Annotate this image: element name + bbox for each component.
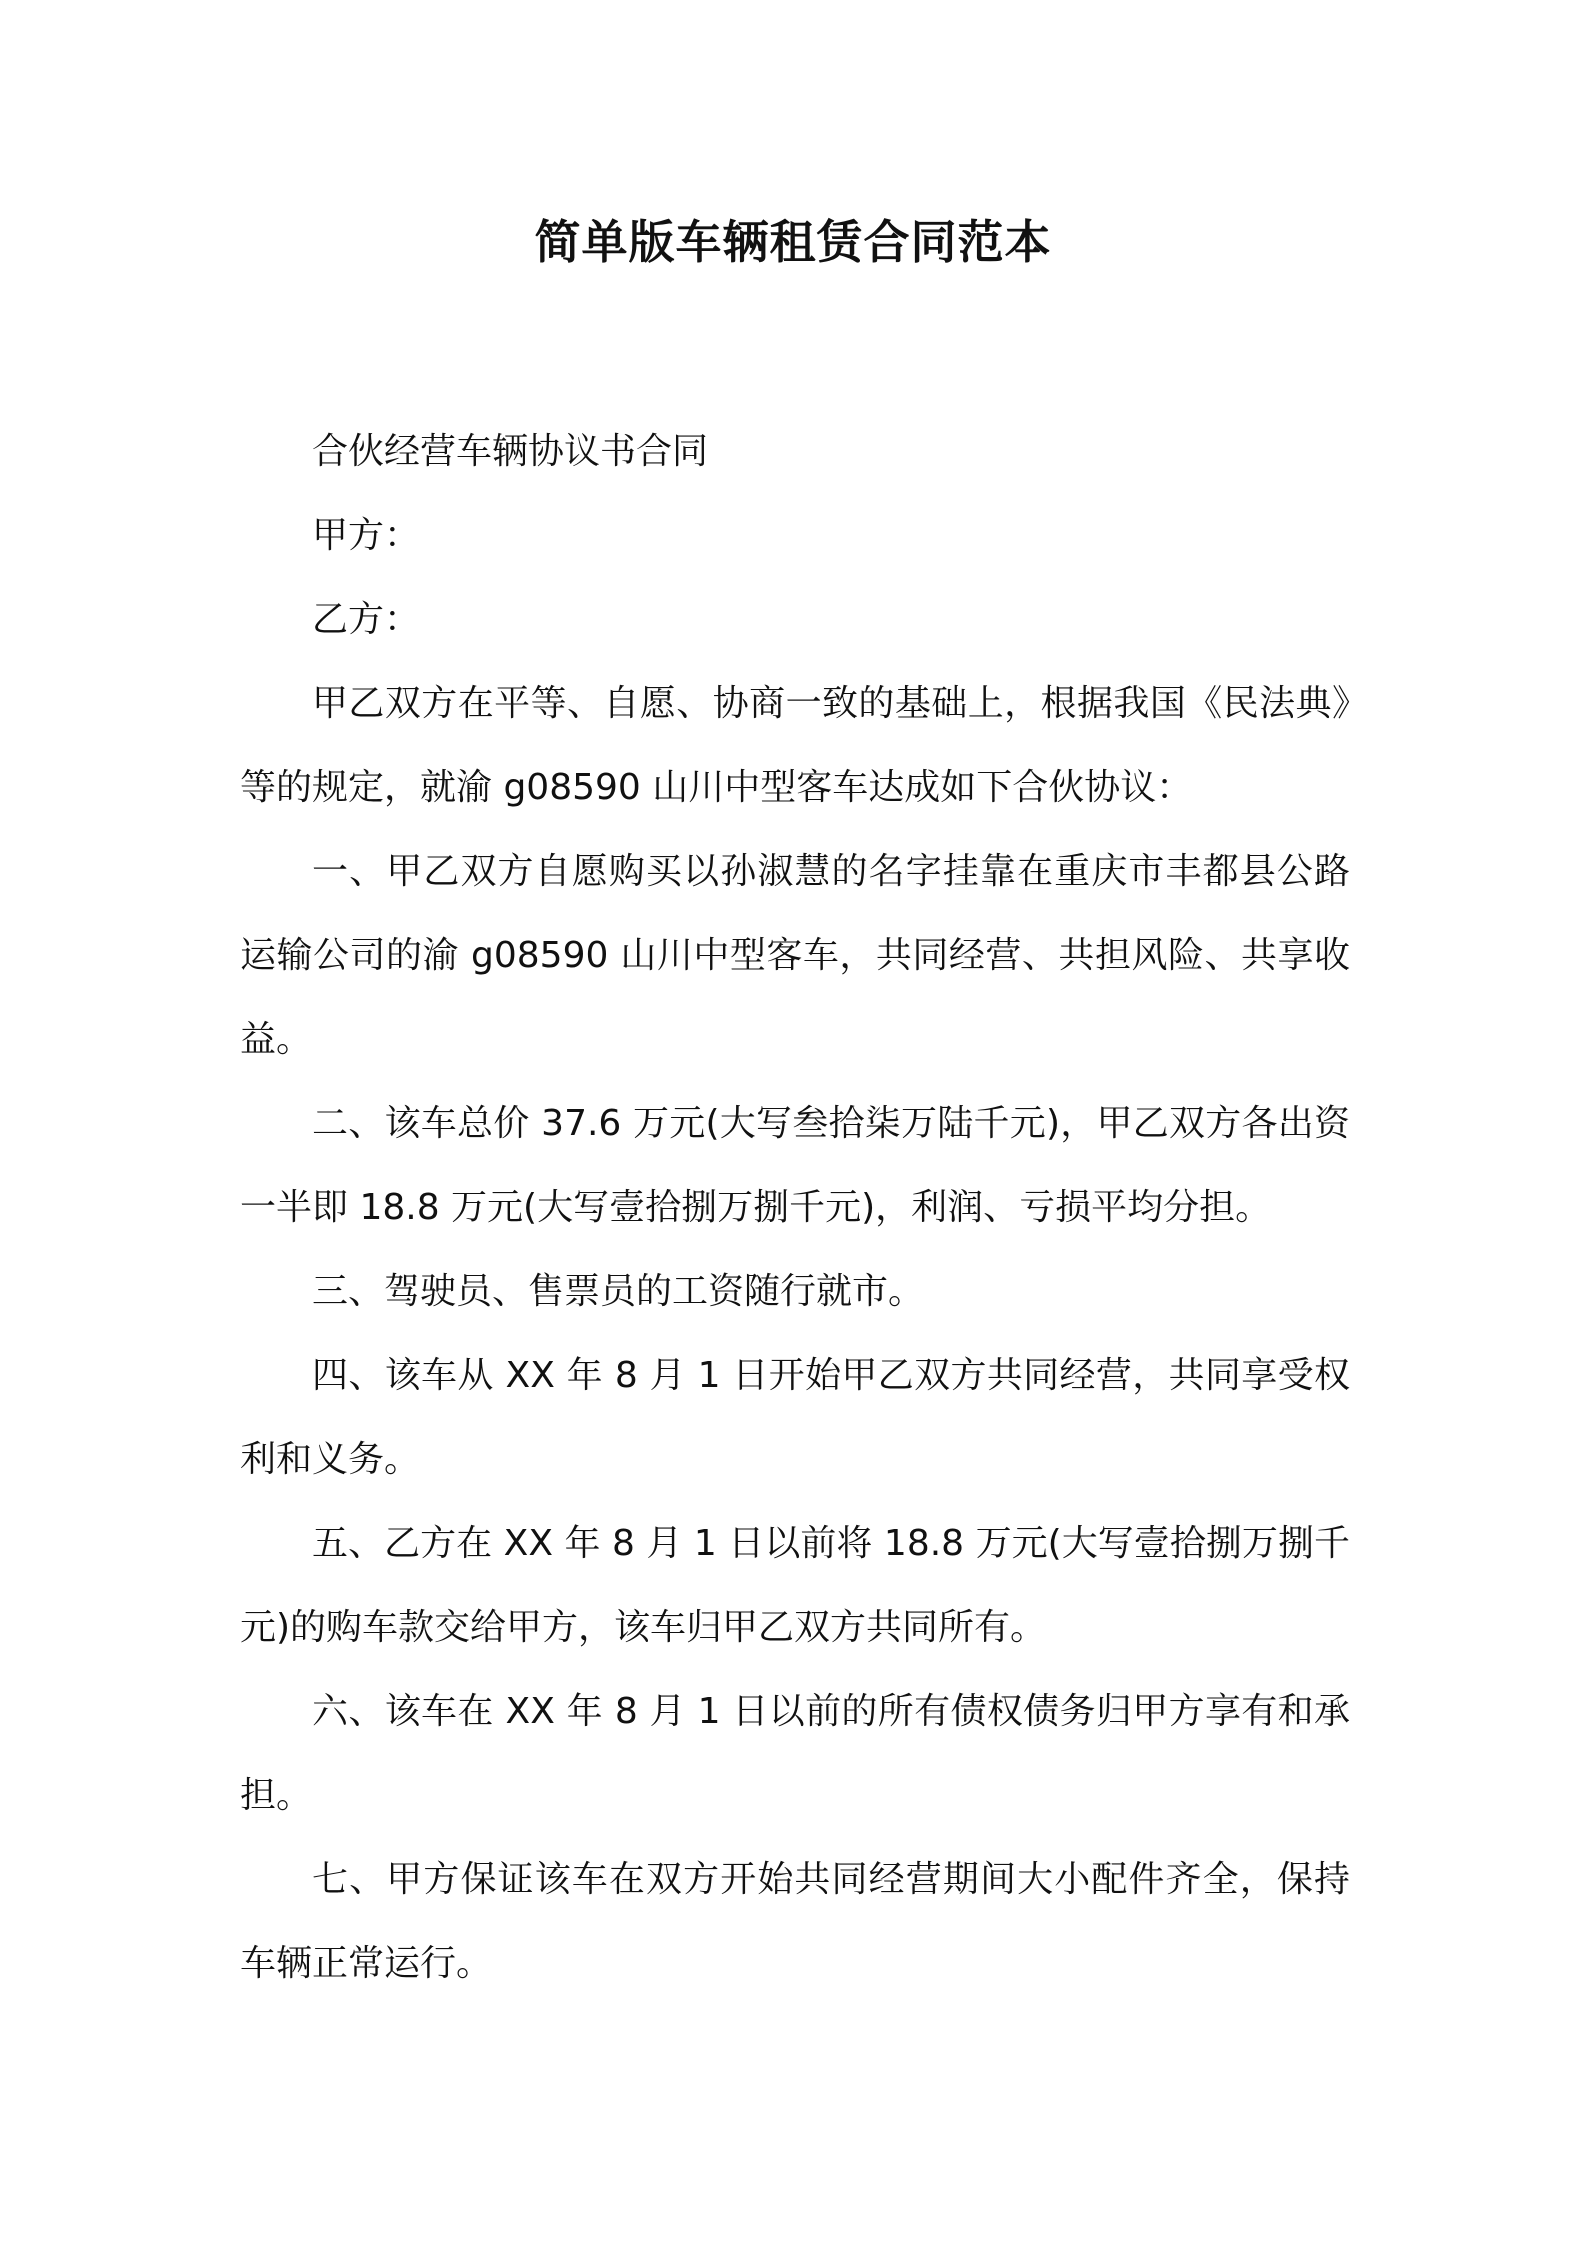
party-b-line: 乙方：	[312, 599, 421, 640]
document-body	[240, 410, 1350, 2006]
party-a-line: 甲方：	[312, 515, 421, 556]
clause-1: 一、甲乙双方自愿购买以孙淑慧的名字挂靠在重庆市丰都县公路运输公司的渝 g08590 山川中型客车，共同经营、共担风险、共享收益。	[240, 851, 1350, 1060]
clause-2: 二、该车总价 37.6 万元(大写叁拾柒万陆千元)，甲乙双方各出资一半即 18.8 万元(大写壹拾捌万捌千元)，利润、亏损平均分担。	[240, 1103, 1350, 1228]
clause-6: 六、该车在 XX 年 8 月 1 日以前的所有债权债务归甲方享有和承担。	[240, 1691, 1350, 1816]
clause-7: 七、甲方保证该车在双方开始共同经营期间大小配件齐全，保持车辆正常运行。	[240, 1859, 1350, 1984]
clause-4: 四、该车从 XX 年 8 月 1 日开始甲乙双方共同经营，共同享受权利和义务。	[240, 1355, 1350, 1480]
document-title: 简单版车辆租赁合同范本	[534, 215, 1052, 269]
contract-heading: 合伙经营车辆协议书合同	[312, 431, 709, 472]
preamble-paragraph: 甲乙双方在平等、自愿、协商一致的基础上，根据我国《民法典》等的规定，就渝 g08590 山川中型客车达成如下合伙协议：	[240, 683, 1350, 808]
clause-5: 五、乙方在 XX 年 8 月 1 日以前将 18.8 万元(大写壹拾捌万捌千元)的购车款交给甲方，该车归甲乙双方共同所有。	[240, 1523, 1350, 1648]
clause-3: 三、驾驶员、售票员的工资随行就市。	[312, 1271, 925, 1312]
